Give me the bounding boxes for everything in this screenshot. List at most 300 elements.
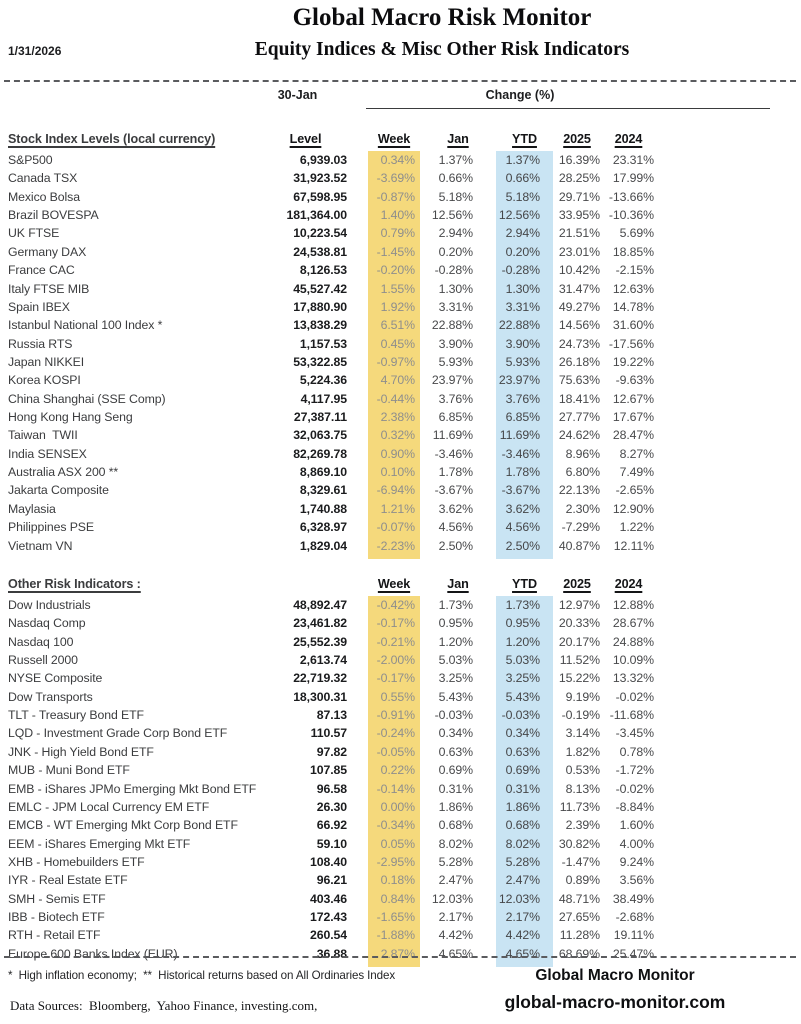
level-value: 8,126.53 xyxy=(299,263,347,278)
level-value: 10,223.54 xyxy=(293,226,347,241)
week-change-value: -0.91% xyxy=(368,706,420,724)
spacer xyxy=(601,555,656,559)
ytd-change-value: 4.42% xyxy=(496,926,553,944)
week-change-value: -0.97% xyxy=(368,353,420,371)
spacer xyxy=(348,500,368,518)
spacer xyxy=(348,316,368,334)
column-header-week: Week xyxy=(377,576,411,591)
level-value: 96.58 xyxy=(316,781,347,796)
year-2025-value: 23.01% xyxy=(558,244,600,259)
year-2025-value: 3.14% xyxy=(565,726,600,741)
year-2024-value: -11.68% xyxy=(609,708,654,723)
ytd-change-value: 0.95% xyxy=(496,614,553,632)
index-name: Nasdaq Comp xyxy=(8,616,86,631)
spacer xyxy=(348,614,368,632)
year-2024-value: 1.60% xyxy=(619,818,654,833)
year-2024-value: 13.32% xyxy=(612,671,654,686)
ytd-change-value: 2.17% xyxy=(496,908,553,926)
level-value: 87.13 xyxy=(316,708,347,723)
jan-change-value: 11.69% xyxy=(432,428,473,443)
level-value: 36.88 xyxy=(316,946,347,961)
year-2025-value: 0.53% xyxy=(565,763,600,778)
year-2024-value: 3.56% xyxy=(619,873,654,888)
jan-change-value: 1.73% xyxy=(438,597,473,612)
jan-change-value: 12.03% xyxy=(431,891,473,906)
week-highlight-tail xyxy=(368,555,420,559)
year-2025-value: -1.47% xyxy=(561,854,600,869)
jan-change-value: 0.68% xyxy=(438,818,473,833)
ytd-change-value: 2.50% xyxy=(496,537,553,555)
column-header-2025: 2025 xyxy=(563,132,591,146)
level-value: 96.21 xyxy=(316,873,347,888)
week-change-value: 2.87% xyxy=(368,945,420,963)
table-row xyxy=(8,688,656,706)
level-value: 67,598.95 xyxy=(293,189,347,204)
week-change-value: -3.69% xyxy=(368,169,420,187)
jan-change-value: 0.34% xyxy=(438,726,473,741)
table-row xyxy=(8,224,656,242)
year-2024-value: -0.02% xyxy=(615,689,654,704)
spacer xyxy=(348,835,368,853)
jan-change-value: 8.02% xyxy=(438,836,473,851)
jan-change-value: 22.88% xyxy=(431,318,473,333)
year-2024-value: 4.00% xyxy=(619,836,654,851)
jan-change-value: 0.63% xyxy=(438,744,473,759)
change-underline xyxy=(366,108,770,109)
stock-index-header-row xyxy=(8,116,656,151)
spacer xyxy=(348,853,368,871)
ytd-change-value: 6.85% xyxy=(496,408,553,426)
table-row xyxy=(8,926,656,944)
week-highlight-tail xyxy=(368,963,420,967)
ytd-change-value: 22.88% xyxy=(496,316,553,334)
ytd-change-value: 5.18% xyxy=(496,188,553,206)
spacer xyxy=(348,408,368,426)
week-change-value: -0.21% xyxy=(368,633,420,651)
table-row xyxy=(8,871,656,889)
ytd-change-value: 0.69% xyxy=(496,761,553,779)
year-2025-value: 0.89% xyxy=(565,873,600,888)
index-name: Istanbul National 100 Index * xyxy=(8,318,163,333)
level-value: 2,613.74 xyxy=(299,652,347,667)
ytd-change-value: 2.94% xyxy=(496,224,553,242)
jan-change-value: 1.20% xyxy=(438,634,473,649)
year-2024-value: -2.68% xyxy=(615,910,654,925)
table-row xyxy=(8,724,656,742)
year-2025-value: 2.39% xyxy=(565,818,600,833)
ytd-change-value: 5.28% xyxy=(496,853,553,871)
spacer xyxy=(348,518,368,536)
level-value: 6,328.97 xyxy=(299,520,347,535)
ytd-change-value: 1.20% xyxy=(496,633,553,651)
table-row xyxy=(8,890,656,908)
level-value: 23,461.82 xyxy=(293,616,347,631)
spacer xyxy=(348,426,368,444)
level-value: 6,939.03 xyxy=(299,153,347,167)
week-change-value: 0.05% xyxy=(368,835,420,853)
level-value: 18,300.31 xyxy=(293,689,347,704)
index-name: EMLC - JPM Local Currency EM ETF xyxy=(8,799,210,814)
jan-change-value: -0.28% xyxy=(434,263,473,278)
level-value: 31,923.52 xyxy=(293,171,347,186)
jan-change-value: -3.46% xyxy=(434,446,473,461)
index-name: IYR - Real Estate ETF xyxy=(8,873,128,888)
year-2025-value: 26.18% xyxy=(558,354,600,369)
week-change-value: -2.00% xyxy=(368,651,420,669)
spacer xyxy=(348,243,368,261)
table-row xyxy=(8,188,656,206)
table-row xyxy=(8,669,656,687)
spacer xyxy=(348,780,368,798)
year-2025-value: 29.71% xyxy=(558,189,600,204)
index-name: EEM - iShares Emerging Mkt ETF xyxy=(8,836,191,851)
jan-change-value: 3.31% xyxy=(438,299,473,314)
year-2025-value: 11.52% xyxy=(559,652,600,667)
week-change-value: -2.23% xyxy=(368,537,420,555)
year-2025-value: 27.65% xyxy=(558,910,600,925)
ytd-change-value: 3.90% xyxy=(496,335,553,353)
jan-change-value: 2.47% xyxy=(438,873,473,888)
index-name: Taiwan TWII xyxy=(8,428,78,443)
year-2025-value: 18.41% xyxy=(558,391,600,406)
year-2025-value: 8.13% xyxy=(565,781,600,796)
index-name: IBB - Biotech ETF xyxy=(8,910,105,925)
spacer xyxy=(348,669,368,687)
spacer xyxy=(8,555,263,559)
spacer xyxy=(348,463,368,481)
spacer xyxy=(348,224,368,242)
spacer xyxy=(348,280,368,298)
spacer xyxy=(348,945,368,963)
index-name: Europe 600 Banks Index (EUR) xyxy=(8,946,178,961)
table-row xyxy=(8,798,656,816)
week-change-value: -0.34% xyxy=(368,816,420,834)
week-change-value: 0.00% xyxy=(368,798,420,816)
year-2025-value: 31.47% xyxy=(558,281,600,296)
jan-change-value: 3.62% xyxy=(438,501,473,516)
level-date-label: 30-Jan xyxy=(277,88,318,102)
year-2024-value: 12.63% xyxy=(612,281,654,296)
index-name: Italy FTSE MIB xyxy=(8,281,90,296)
index-name: Nasdaq 100 xyxy=(8,634,74,649)
ytd-change-value: 0.20% xyxy=(496,243,553,261)
level-value: 82,269.78 xyxy=(293,446,347,461)
year-2024-value: 12.67% xyxy=(612,391,654,406)
level-value: 107.85 xyxy=(309,763,347,778)
table-row xyxy=(8,280,656,298)
table-row xyxy=(8,206,656,224)
ytd-change-value: 12.03% xyxy=(496,890,553,908)
spacer xyxy=(348,569,368,596)
year-2025-value: 20.33% xyxy=(558,616,600,631)
year-2025-value: -0.19% xyxy=(561,708,600,723)
ytd-change-value: 4.56% xyxy=(496,518,553,536)
level-value: 108.40 xyxy=(309,854,347,869)
year-2024-value: -1.72% xyxy=(615,763,654,778)
jan-change-value: 1.30% xyxy=(438,281,473,296)
level-value: 24,538.81 xyxy=(293,244,347,259)
index-name: Philippines PSE xyxy=(8,520,94,535)
year-2025-value: 40.87% xyxy=(558,538,600,553)
ytd-change-value: 5.03% xyxy=(496,651,553,669)
ytd-change-value: 12.56% xyxy=(496,206,553,224)
week-change-value: -0.87% xyxy=(368,188,420,206)
table-row xyxy=(8,761,656,779)
level-value: 5,224.36 xyxy=(299,373,347,388)
year-2024-value: 17.99% xyxy=(612,171,654,186)
index-name: Vietnam VN xyxy=(8,538,73,553)
level-value: 26.30 xyxy=(316,799,347,814)
table-row xyxy=(8,353,656,371)
week-change-value: 6.51% xyxy=(368,316,420,334)
column-header-level: Level xyxy=(289,132,322,146)
ytd-change-value: 11.69% xyxy=(496,426,553,444)
column-header-ytd: YTD xyxy=(512,576,537,591)
year-2025-value: 48.71% xyxy=(558,891,600,906)
spacer xyxy=(348,963,368,967)
week-change-value: 0.55% xyxy=(368,688,420,706)
spacer xyxy=(263,963,348,967)
index-name: MUB - Muni Bond ETF xyxy=(8,763,130,778)
spacer xyxy=(348,298,368,316)
year-2025-value: 11.73% xyxy=(559,799,600,814)
week-change-value: -0.42% xyxy=(368,596,420,614)
jan-change-value: 0.31% xyxy=(438,781,473,796)
bottom-divider xyxy=(4,956,796,958)
ytd-change-value: 2.47% xyxy=(496,871,553,889)
year-2025-value: 1.82% xyxy=(565,744,600,759)
year-2025-value: 9.19% xyxy=(565,689,600,704)
spacer xyxy=(420,555,496,559)
table-row xyxy=(8,261,656,279)
level-value: 110.57 xyxy=(310,726,347,741)
column-header-week: Week xyxy=(377,132,411,146)
report-date: 1/31/2026 xyxy=(8,44,62,58)
year-2025-value: 15.22% xyxy=(558,671,600,686)
spacer xyxy=(348,926,368,944)
level-value: 13,838.29 xyxy=(293,318,347,333)
index-name: Dow Industrials xyxy=(8,597,91,612)
jan-change-value: 2.50% xyxy=(438,538,473,553)
year-2024-value: 1.22% xyxy=(619,520,654,535)
spacer xyxy=(348,743,368,761)
year-2024-value: 38.49% xyxy=(612,891,654,906)
level-value: 1,829.04 xyxy=(299,538,347,553)
jan-change-value: 1.86% xyxy=(438,799,473,814)
column-header-2024: 2024 xyxy=(614,132,643,146)
index-name: EMCB - WT Emerging Mkt Corp Bond ETF xyxy=(8,818,238,833)
spacer xyxy=(348,353,368,371)
spacer xyxy=(348,555,368,559)
spacer xyxy=(348,651,368,669)
table-row xyxy=(8,426,656,444)
year-2025-value: 24.62% xyxy=(558,428,600,443)
section2-label: Other Risk Indicators : xyxy=(8,576,141,591)
week-change-value: 1.21% xyxy=(368,500,420,518)
week-change-value: -0.14% xyxy=(368,780,420,798)
jan-change-value: 3.90% xyxy=(438,336,473,351)
level-value: 97.82 xyxy=(316,744,347,759)
spacer xyxy=(420,963,496,967)
table-row xyxy=(8,335,656,353)
index-name: SMH - Semis ETF xyxy=(8,891,106,906)
spacer xyxy=(348,816,368,834)
year-2025-value: 12.97% xyxy=(558,597,600,612)
table-row xyxy=(8,706,656,724)
year-2024-value: 8.27% xyxy=(619,446,654,461)
ytd-change-value: 0.34% xyxy=(496,724,553,742)
year-2024-value: 12.88% xyxy=(612,597,654,612)
year-2024-value: 9.24% xyxy=(619,854,654,869)
level-value: 172.43 xyxy=(309,910,347,925)
highlight-tail-row xyxy=(8,555,656,559)
week-change-value: 1.92% xyxy=(368,298,420,316)
table-row xyxy=(8,651,656,669)
level-value: 8,329.61 xyxy=(299,483,347,498)
week-change-value: 2.38% xyxy=(368,408,420,426)
table-row xyxy=(8,780,656,798)
spacer xyxy=(348,390,368,408)
ytd-change-value: -3.46% xyxy=(496,445,553,463)
spacer xyxy=(348,706,368,724)
ytd-change-value: 3.62% xyxy=(496,500,553,518)
year-2025-value: 14.56% xyxy=(558,318,600,333)
jan-change-value: 0.95% xyxy=(438,616,473,631)
week-change-value: -1.65% xyxy=(368,908,420,926)
week-change-value: 0.90% xyxy=(368,445,420,463)
level-value: 53,322.85 xyxy=(293,354,347,369)
level-value: 22,719.32 xyxy=(293,671,347,686)
brand-website: global-macro-monitor.com xyxy=(504,992,726,1012)
level-value: 59.10 xyxy=(316,836,347,851)
spacer xyxy=(348,633,368,651)
year-2024-value: 25.47% xyxy=(612,946,654,961)
index-name: China Shanghai (SSE Comp) xyxy=(8,391,166,406)
table-row xyxy=(8,243,656,261)
column-header-ytd: YTD xyxy=(512,132,537,146)
ytd-change-value: 1.78% xyxy=(496,463,553,481)
ytd-change-value: 3.25% xyxy=(496,669,553,687)
index-name: Mexico Bolsa xyxy=(8,189,80,204)
ytd-change-value: 1.73% xyxy=(496,596,553,614)
spacer xyxy=(348,761,368,779)
week-change-value: 0.79% xyxy=(368,224,420,242)
index-name: Australia ASX 200 ** xyxy=(8,465,119,480)
level-value: 27,387.11 xyxy=(293,410,347,425)
index-name: JNK - High Yield Bond ETF xyxy=(8,744,154,759)
year-2025-value: 2.30% xyxy=(565,501,600,516)
year-2024-value: 19.22% xyxy=(612,354,654,369)
index-name: TLT - Treasury Bond ETF xyxy=(8,708,144,723)
index-name: S&P500 xyxy=(8,153,53,167)
jan-change-value: 5.93% xyxy=(438,354,473,369)
week-change-value: -0.05% xyxy=(368,743,420,761)
year-2025-value: 22.13% xyxy=(558,483,600,498)
ytd-change-value: -0.28% xyxy=(496,261,553,279)
year-2025-value: 75.63% xyxy=(558,373,600,388)
jan-change-value: 3.25% xyxy=(438,671,473,686)
table-row xyxy=(8,408,656,426)
table-row xyxy=(8,633,656,651)
spacer xyxy=(348,537,368,555)
index-name: Russell 2000 xyxy=(8,652,78,667)
table-row xyxy=(8,463,656,481)
jan-change-value: 0.66% xyxy=(438,171,473,186)
table-row xyxy=(8,390,656,408)
year-2025-value: 28.25% xyxy=(558,171,600,186)
index-name: Germany DAX xyxy=(8,244,87,259)
table-row xyxy=(8,500,656,518)
year-2024-value: 12.90% xyxy=(612,501,654,516)
year-2025-value: 30.82% xyxy=(558,836,600,851)
year-2025-value: 33.95% xyxy=(558,208,600,223)
jan-change-value: 5.18% xyxy=(438,189,473,204)
ytd-change-value: -3.67% xyxy=(496,481,553,499)
table-row xyxy=(8,537,656,555)
week-change-value: -6.94% xyxy=(368,481,420,499)
other-risk-header-row xyxy=(8,569,656,596)
index-name: Hong Kong Hang Seng xyxy=(8,410,133,425)
spacer xyxy=(348,688,368,706)
jan-change-value: 2.17% xyxy=(438,910,473,925)
week-change-value: -0.44% xyxy=(368,390,420,408)
index-name: Jakarta Composite xyxy=(8,483,109,498)
spacer xyxy=(348,890,368,908)
table-row xyxy=(8,169,656,187)
spacer xyxy=(348,798,368,816)
week-change-value: 1.40% xyxy=(368,206,420,224)
week-change-value: 0.22% xyxy=(368,761,420,779)
ytd-change-value: 1.86% xyxy=(496,798,553,816)
year-2025-value: 20.17% xyxy=(558,634,600,649)
index-name: Dow Transports xyxy=(8,689,93,704)
year-2024-value: 31.60% xyxy=(612,318,654,333)
jan-change-value: 12.56% xyxy=(431,208,473,223)
footnote-text: * High inflation economy; ** Historical returns based on All Ordinaries Index xyxy=(8,969,396,982)
year-2025-value: 68.69% xyxy=(558,946,600,961)
ytd-change-value: 5.93% xyxy=(496,353,553,371)
index-name: Spain IBEX xyxy=(8,299,70,314)
year-2024-value: -10.36% xyxy=(608,208,654,223)
week-change-value: -0.20% xyxy=(368,261,420,279)
table-row xyxy=(8,151,656,169)
year-2024-value: -17.56% xyxy=(608,336,654,351)
ytd-change-value: 23.97% xyxy=(496,371,553,389)
year-2025-value: -7.29% xyxy=(561,520,600,535)
level-value: 181,364.00 xyxy=(286,208,347,223)
jan-change-value: 1.78% xyxy=(438,465,473,480)
week-change-value: -1.45% xyxy=(368,243,420,261)
year-2024-value: 23.31% xyxy=(612,153,654,167)
spacer xyxy=(348,169,368,187)
year-2024-value: 10.09% xyxy=(612,652,654,667)
spacer xyxy=(348,188,368,206)
week-change-value: -2.95% xyxy=(368,853,420,871)
week-change-value: 0.10% xyxy=(368,463,420,481)
ytd-change-value: 0.66% xyxy=(496,169,553,187)
week-change-value: -0.17% xyxy=(368,614,420,632)
week-change-value: 0.84% xyxy=(368,890,420,908)
year-2024-value: -2.15% xyxy=(615,263,654,278)
table-row xyxy=(8,908,656,926)
ytd-change-value: 1.30% xyxy=(496,280,553,298)
ytd-change-value: -0.03% xyxy=(496,706,553,724)
week-change-value: -0.17% xyxy=(368,669,420,687)
week-change-value: -0.07% xyxy=(368,518,420,536)
index-name: NYSE Composite xyxy=(8,671,103,686)
year-2024-value: 18.85% xyxy=(612,244,654,259)
year-2025-value: 21.51% xyxy=(558,226,600,241)
